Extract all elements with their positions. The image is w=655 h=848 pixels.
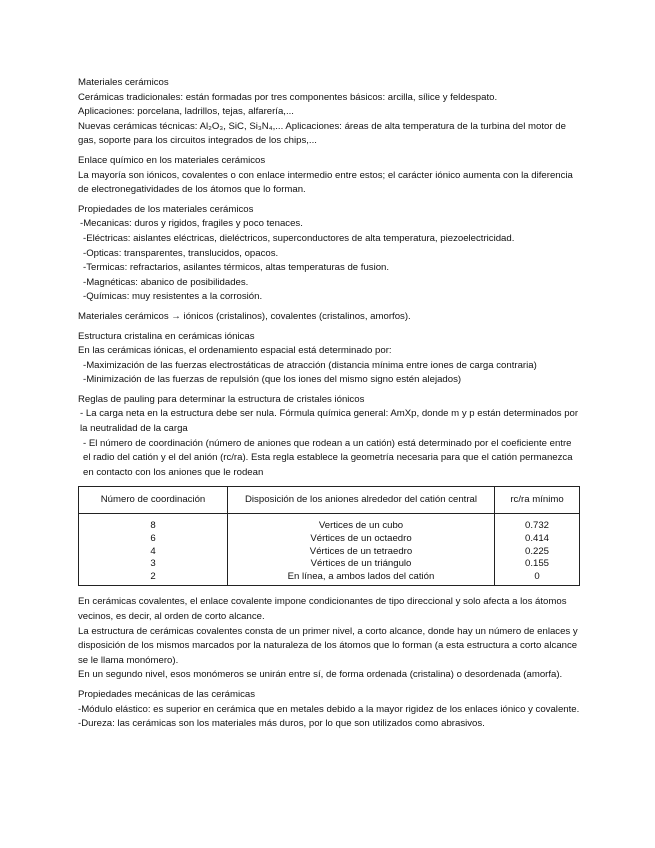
section-pauling	[78, 393, 580, 481]
section-title: Materiales cerámicos	[78, 77, 169, 88]
section-title: Propiedades mecánicas de las cerámicas	[78, 688, 256, 700]
table-cell: Vertices de un cubo	[318, 520, 404, 532]
section-propiedades	[78, 203, 580, 305]
section-title: Reglas de pauling para determinar la estructura de cristales iónicos	[78, 393, 365, 405]
table-cell: 4	[150, 545, 156, 557]
table-header-cell: rc/ra mínimo	[495, 487, 580, 514]
table-header-cell: Número de coordinación	[79, 487, 228, 514]
list-item: - La carga neta en la estructura debe ser nula. Fórmula química general: AmXp, donde m y p están determinados por la neutralidad de la carga	[80, 408, 579, 435]
list-item: -Magnéticas: abanico de posibilidades.	[83, 276, 249, 288]
table-cell: Vértices de un triángulo	[310, 558, 412, 570]
section-enlace	[78, 154, 580, 198]
table-cell: Vértices de un octaedro	[310, 533, 412, 545]
section-title: Enlace químico en los materiales cerámicos	[78, 154, 266, 166]
table-cell: 0.732	[524, 520, 549, 532]
list-item: -Termicas: refractarios, asilantes térmicos, altas temperaturas de fusion.	[83, 262, 390, 274]
table-header-cell: Disposición de los aniones alrededor del catión central	[228, 487, 495, 514]
list-item: -Opticas: transparentes, translucidos, opacos.	[83, 247, 279, 259]
section-title: Estructura cristalina en cerámicas iónicas	[78, 330, 255, 342]
section-title: Propiedades de los materiales cerámicos	[78, 203, 254, 215]
table-cell: 6	[150, 533, 156, 545]
paragraph: La estructura de cerámicas covalentes consta de un primer nivel, a corto alcance, donde hay un número de enlaces y disposición de los mismos marcados por la naturaleza de los átomos que lo forman (a esta estructura a corto alcance se le llama monómero).	[78, 625, 578, 666]
paragraph: La mayoría son iónicos, covalentes o con enlace intermedio entre estos; el carácter iónico aumenta con la diferencia de electronegatividades de los átomos que lo forman.	[78, 169, 573, 196]
table-cell: 2	[150, 570, 156, 582]
section-estructura-ionica	[78, 330, 580, 388]
table-cell: En línea, a ambos lados del catión	[287, 570, 435, 582]
table-cell: 0.414	[524, 533, 549, 545]
coordination-table	[78, 486, 580, 586]
section-mecanicas	[78, 688, 580, 732]
table-cell: 8	[150, 520, 156, 532]
table-cell-ratio	[495, 514, 580, 586]
paragraph: Nuevas cerámicas técnicas: Al₂O₃, SiC, Si₃N₄,... Aplicaciones: áreas de alta temperatura de la turbina del motor de gas, soporte para los circuitos integrados de los chips,...	[78, 120, 566, 147]
section-clasificacion	[78, 310, 580, 325]
list-item: -Minimización de las fuerzas de repulsión (que los iones del mismo signo estén alejados)	[83, 374, 462, 386]
table-cell: 0	[534, 570, 540, 582]
list-item: -Eléctricas: aislantes eléctricas, dieléctricos, superconductores de alta temperatura, piezoelectricidad.	[83, 232, 515, 244]
paragraph: En cerámicas covalentes, el enlace covalente impone condicionantes de tipo direccional y solo afecta a los átomos vecinos, es decir, al orden de corto alcance.	[78, 596, 567, 622]
table-cell: 3	[150, 558, 156, 570]
table-cell-arrangement	[228, 514, 495, 586]
list-item: -Maximización de las fuerzas electrostáticas de atracción (distancia mínima entre iones de carga contraria)	[83, 359, 537, 371]
paragraph: En las cerámicas iónicas, el ordenamiento espacial está determinado por:	[78, 345, 392, 357]
section-materiales	[78, 76, 580, 149]
list-item: -Químicas: muy resistentes a la corrosión.	[83, 291, 263, 303]
table-cell-coordination	[79, 514, 228, 586]
paragraph: Aplicaciones: porcelana, ladrillos, tejas, alfarería,...	[78, 106, 294, 118]
table-row	[79, 514, 580, 586]
section-covalentes	[78, 595, 580, 683]
list-item: -Módulo elástico: es superior en cerámica que en metales debido a la mayor rigidez de los enlaces iónico y covalente.	[78, 703, 580, 715]
list-item: - El número de coordinación (número de aniones que rodean a un catión) está determinado por el coeficiente entre el radio del catión y el del anión (rc/ra). Esta regla establece la geometría necesaria para que el catión permanezca en contacto con los aniones que le rodean	[83, 437, 573, 478]
table-cell: 0.155	[524, 558, 549, 570]
paragraph: En un segundo nivel, esos monómeros se unirán entre sí, de forma ordenada (cristalina) o desordenada (amorfa).	[78, 669, 563, 681]
document-page	[78, 76, 580, 737]
table-cell: 0.225	[524, 545, 549, 557]
paragraph: Materiales cerámicos → iónicos (cristalinos), covalentes (cristalinos, amorfos).	[78, 310, 411, 322]
list-item: -Dureza: las cerámicas son los materiales más duros, por lo que son utilizados como abrasivos.	[78, 718, 485, 730]
table-header-row	[79, 487, 580, 514]
table-cell: Vértices de un tetraedro	[309, 545, 413, 557]
list-item: -Mecanicas: duros y rigidos, fragiles y poco tenaces.	[80, 218, 303, 230]
paragraph: Cerámicas tradicionales: están formadas por tres componentes básicos: arcilla, sílice y feldespato.	[78, 91, 498, 103]
